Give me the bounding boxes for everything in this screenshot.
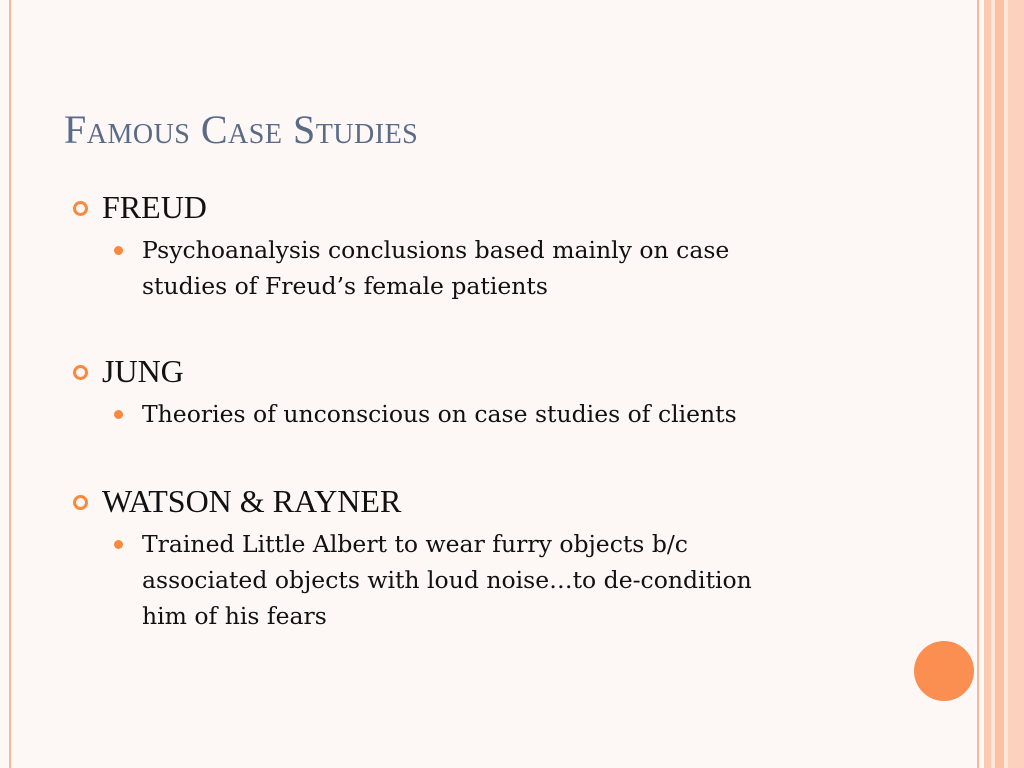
section-heading-freud [70, 186, 870, 228]
slide-content [70, 186, 870, 634]
bullet-text-line: Psychoanalysis conclusions based mainly on case [142, 236, 730, 264]
bullet-text-line: Theories of unconscious on case studies of clients [142, 400, 737, 428]
accent-circle [914, 641, 974, 701]
ring-bullet-icon [73, 365, 88, 380]
ring-bullet-icon [73, 495, 88, 510]
bullet-item [70, 232, 870, 304]
slide-title: Famous Case Studies [64, 107, 419, 152]
dot-bullet-icon [114, 410, 123, 419]
section-heading-label: FREUD [102, 189, 207, 225]
section-heading-label: WATSON & RAYNER [102, 483, 402, 519]
frame-line-right [977, 0, 979, 768]
frame-line-left [9, 0, 11, 768]
decorative-stripe [995, 0, 1004, 768]
decorative-stripe [1008, 0, 1024, 768]
bullet-text-line: associated objects with loud noise…to de-condition [142, 566, 752, 594]
bullet-text-line: studies of Freud’s female patients [142, 272, 548, 300]
section-heading-jung [70, 350, 870, 392]
bullet-item [70, 396, 870, 432]
bullet-item [70, 526, 870, 634]
section-heading-watson-rayner [70, 480, 870, 522]
section-heading-label: JUNG [102, 353, 184, 389]
ring-bullet-icon [73, 201, 88, 216]
dot-bullet-icon [114, 246, 123, 255]
dot-bullet-icon [114, 540, 123, 549]
bullet-text-line: Trained Little Albert to wear furry objects b/c [142, 530, 688, 558]
decorative-stripe [984, 0, 991, 768]
bullet-text-line: him of his fears [142, 602, 327, 630]
